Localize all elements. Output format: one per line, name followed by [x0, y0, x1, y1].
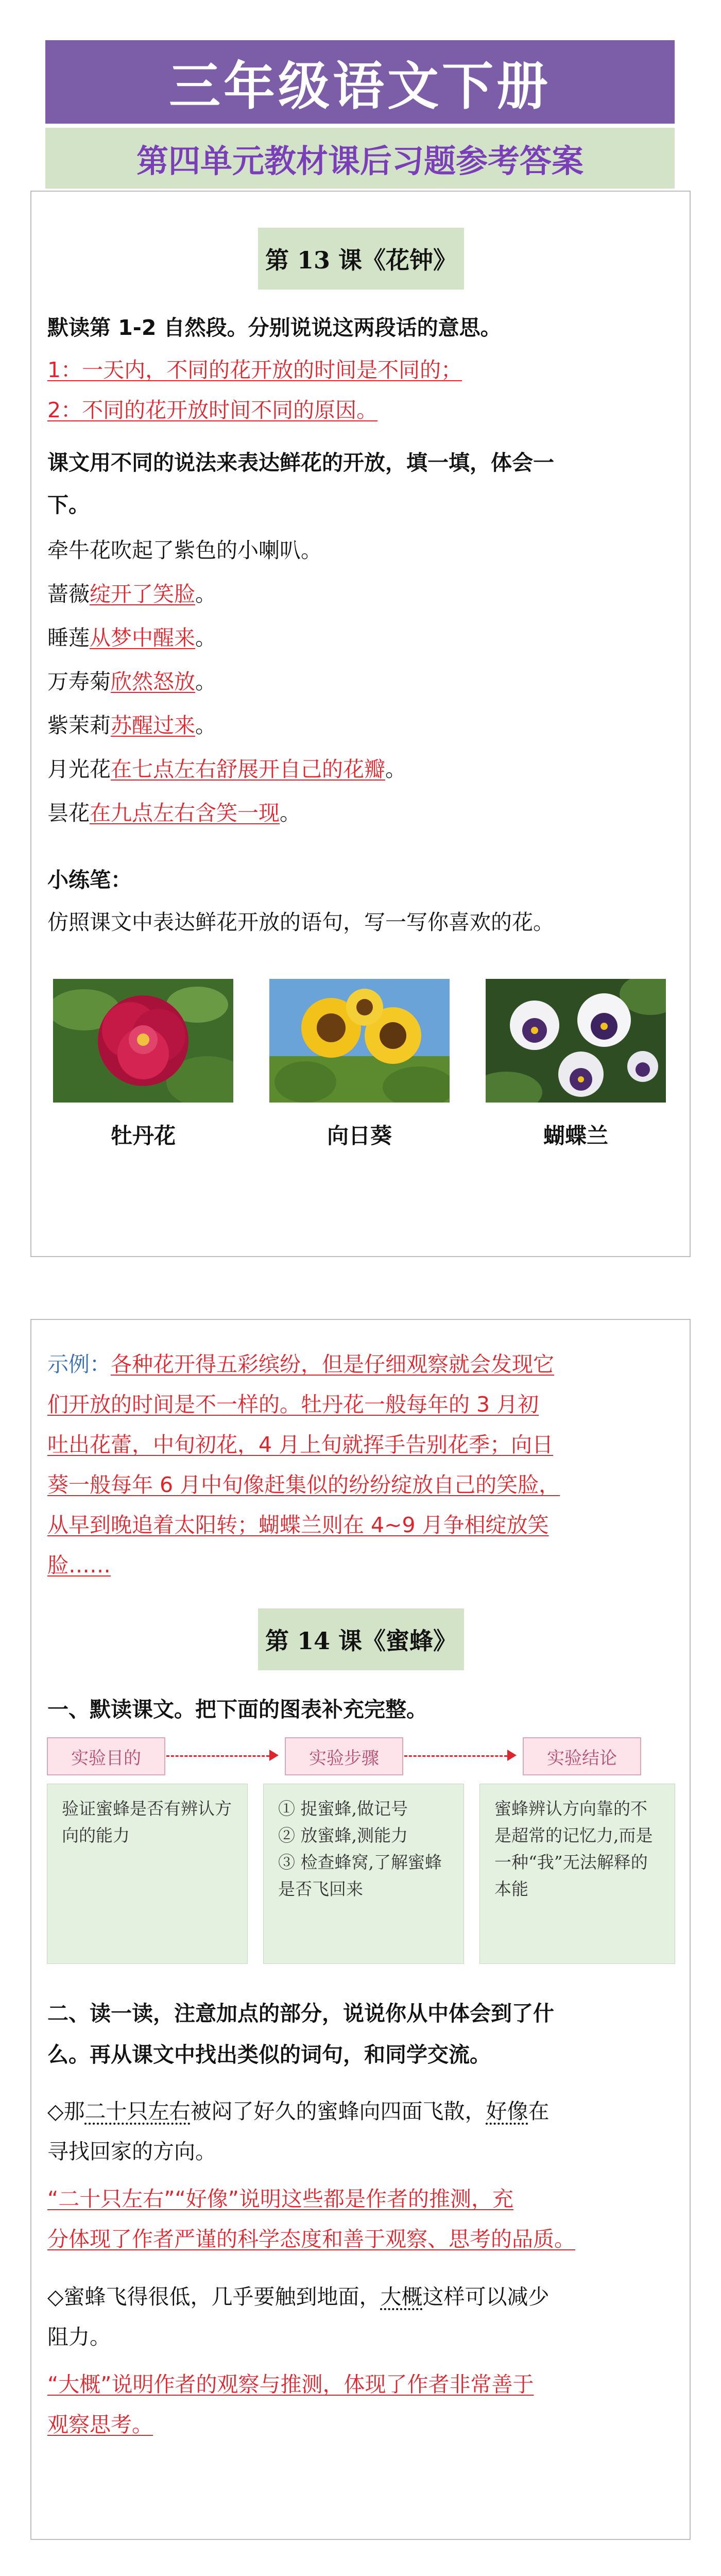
- q1-title: 默读第 1-2 自然段。分别说说这两段话的意思。: [47, 315, 502, 340]
- sunflower-photo: [269, 979, 450, 1103]
- lesson-13-badge: [258, 228, 464, 290]
- photo-caption: 牡丹花: [110, 1123, 176, 1148]
- q1-answer-1: 1：一天内，不同的花开放的时间是不同的；: [47, 358, 462, 382]
- example-line: 吐出花蕾，中旬初花，4 月上旬就挥手告别花季；向日: [47, 1432, 554, 1457]
- q2-title-line2: 下。: [47, 493, 90, 517]
- diagram-arrow-line: [404, 1755, 507, 1757]
- example-line: 从早到晚追着太阳转；蝴蝶兰则在 4~9 月争相绽放笑: [47, 1513, 549, 1537]
- diagram-purpose-box: 验证蜜蜂是否有辨认方向的能力: [47, 1784, 248, 1964]
- q1-answer-2: 2：不同的花开放时间不同的原因。: [47, 398, 378, 422]
- diagram-head-purpose: 实验目的: [47, 1737, 165, 1775]
- example-line: 脸……: [47, 1553, 111, 1578]
- diagram-conclusion-box: 蜜蜂辨认方向靠的不是超常的记忆力,而是一种“我”无法解释的本能: [479, 1784, 675, 1964]
- sentence-2-line2: 阻力。: [47, 2325, 111, 2349]
- photo-caption: 蝴蝶兰: [543, 1123, 608, 1148]
- page-subheader: [45, 128, 675, 189]
- flower-item: 万寿菊欣然怒放。: [47, 669, 216, 694]
- page-header: [45, 40, 675, 124]
- l14-q2-title-line1: 二、读一读，注意加点的部分，说说你从中体会到了什: [47, 2001, 554, 2026]
- lesson-14-badge: [258, 1608, 464, 1670]
- example-line: 葵一般每年 6 月中旬像赶集似的纷纷绽放自己的笑脸，: [47, 1472, 560, 1497]
- page-title: 三年级语文下册: [169, 56, 551, 116]
- l14-q1-title: 一、默读课文。把下面的图表补充完整。: [47, 1697, 427, 1722]
- lesson-13-title: 第 13 课《花钟》: [265, 246, 457, 274]
- q2-title-line1: 课文用不同的说法来表达鲜花的开放，填一填，体会一: [47, 450, 554, 475]
- arrow-right-icon: [269, 1750, 279, 1761]
- lesson-14-title: 第 14 课《蜜蜂》: [265, 1627, 457, 1655]
- lesson-14-card: [30, 1319, 691, 2540]
- sentence-2-answer: 观察思考。: [47, 2412, 153, 2437]
- photo-caption: 向日葵: [327, 1123, 392, 1148]
- l14-q2-title-line2: 么。再从课文中找出类似的词句，和同学交流。: [47, 2042, 491, 2067]
- page-subtitle: 第四单元教材课后习题参考答案: [136, 142, 583, 180]
- pansy-photo: [486, 979, 666, 1103]
- sentence-2-answer: “大概”说明作者的观察与推测，体现了作者非常善于: [47, 2372, 534, 2397]
- example-line: 示例：各种花开得五彩缤纷，但是仔细观察就会发现它: [47, 1352, 554, 1377]
- diagram-step: ② 放蜜蜂,测能力: [278, 1825, 408, 1845]
- diagram-arrow-line: [166, 1755, 269, 1757]
- diagram-step: ① 捉蜜蜂,做记号: [278, 1799, 408, 1819]
- flower-item: 蔷薇绽开了笑脸。: [47, 582, 216, 606]
- lesson-13-card: [30, 191, 691, 1257]
- flower-intro: 牵牛花吹起了紫色的小喇叭。: [47, 538, 322, 563]
- peony-photo: [53, 979, 233, 1103]
- sentence-1-answer: “二十只左右”“好像”说明这些都是作者的推测，充: [47, 2187, 513, 2211]
- diagram-step: ③ 检查蜂窝,了解蜜蜂是否飞回来: [278, 1852, 442, 1899]
- example-line: 们开放的时间是不一样的。牡丹花一般每年的 3 月初: [47, 1392, 539, 1417]
- sentence-1-answer: 分体现了作者严谨的科学态度和善于观察、思考的品质。: [47, 2227, 575, 2251]
- sentence-2: ◇蜜蜂飞得很低，几乎要触到地面，大概这样可以减少: [47, 2284, 550, 2309]
- diagram-steps-box: [263, 1784, 464, 1964]
- diagram-head-conclusion: 实验结论: [523, 1737, 641, 1775]
- diagram-head-steps: 实验步骤: [285, 1737, 403, 1775]
- flower-item: 睡莲从梦中醒来。: [47, 625, 216, 650]
- flower-item: 昙花在九点左右含笑一现。: [47, 801, 301, 825]
- flower-item: 紫茉莉苏醒过来。: [47, 713, 216, 738]
- practice-title: 小练笔：: [47, 868, 132, 892]
- sentence-1-line2: 寻找回家的方向。: [47, 2139, 216, 2164]
- arrow-right-icon: [507, 1750, 517, 1761]
- sentence-1: ◇那二十只左右被闷了好久的蜜蜂向四面飞散，好像在: [47, 2099, 550, 2124]
- flower-item: 月光花在七点左右舒展开自己的花瓣。: [47, 757, 406, 782]
- practice-text: 仿照课文中表达鲜花开放的语句，写一写你喜欢的花。: [47, 910, 554, 935]
